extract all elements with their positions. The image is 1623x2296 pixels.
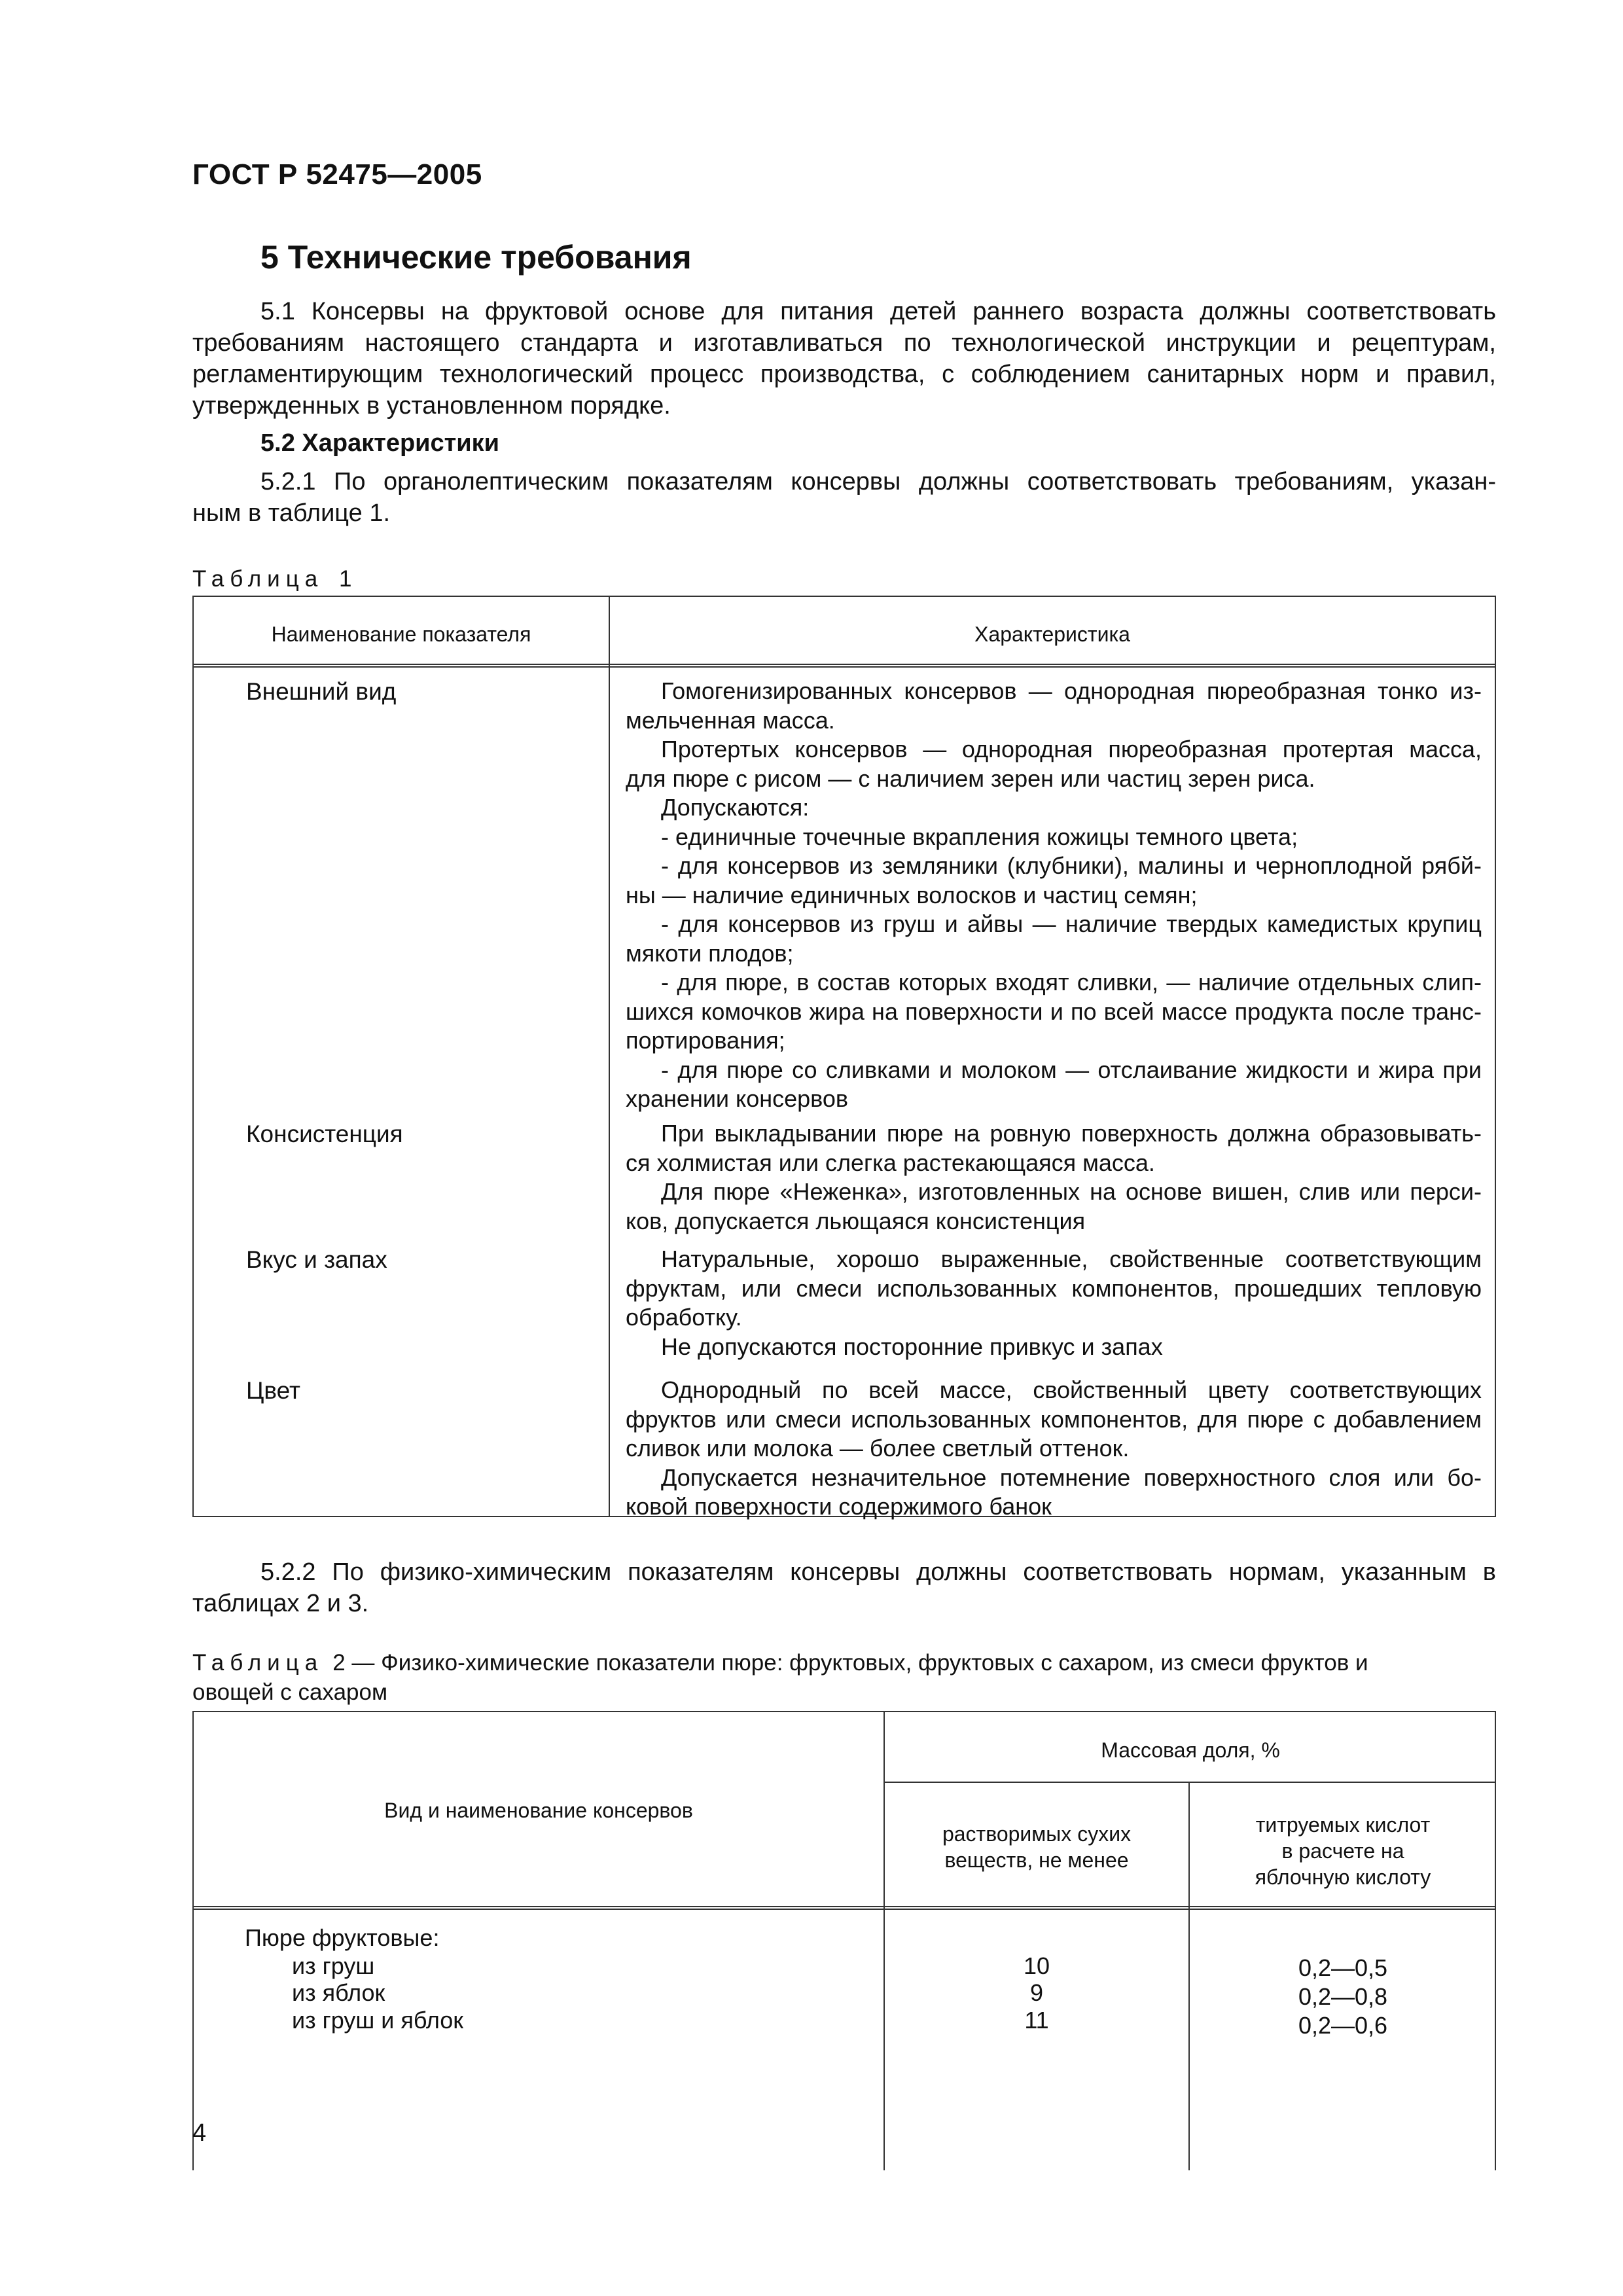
table-row-text: Натуральные, хорошо выраженные, свойственные соответствующим фруктам, или смеси использованных компонентов, прошедших тепловую обработку. Не допускаются посторонние привкус и запах [626,1246,1482,1360]
table2-group-label: Пюре фруктовые: [245,1924,440,1951]
text-line: ным в таблице 1. [192,499,391,527]
table-cell-acids: 0,2—0,5 [1298,1954,1388,1981]
table-cell-acids: 0,2—0,6 [1298,2012,1388,2039]
table1-caption: Таблица 1 [192,566,352,592]
table1-col-name: Наименование показателя [271,622,531,646]
table2-col-name: Вид и наименование консервов [384,1799,693,1822]
paragraph-5-1 [192,296,1496,422]
text-line: таблицах 2 и 3. [192,1590,369,1617]
table2-col-group: Массовая доля, % [1101,1738,1280,1762]
table-row-name: Цвет [246,1377,300,1404]
subsection-title: 5.2 Характеристики [260,429,500,457]
table2-col-solids: растворимых сухих веществ, не менее [942,1822,1132,1872]
table2-group-rule [883,1782,1496,1783]
text-line: утвержденных в установленном порядке. [192,392,671,420]
table2-divider [883,1711,885,2170]
page-number: 4 [192,2119,207,2147]
table2-caption: Таблица 2 — Физико-химические показатели пюре: фруктовых, фруктовых с сахаром, из смеси фруктов и овощей с сахаром [192,1650,1368,1705]
table1-header-rule [192,664,1496,668]
table1-divider [609,596,610,1517]
section-title: 5 Технические требования [260,239,692,276]
table-cell-acids: 0,2—0,8 [1298,1983,1388,2010]
table-row-name: из яблок [292,1979,385,2006]
table-row-name: Вкус и запах [246,1246,387,1273]
text-line: 5.1 Консервы на фруктовой основе для питания детей раннего возраста должны соответствовать [260,298,1496,325]
table-row-text: Гомогенизированных консервов — однородная пюреобразная тонко из- мельченная масса. Протертых консервов — однородная пюреобразная протертая масса, для пюре с рисом — с наличием зерен или частиц зерен риса. Допускаются: - единичные точечные вкрапления кожицы темного цвета; - для консервов из земляники (клубники), малины и черноплодной рябй- ны — наличие единичных волосков и частиц семян; - для консервов из груш и айвы — наличие твердых камедистых крупиц мякоти плодов; - для пюре, в состав которых входят сливки, — наличие отдельных слип- шихся комочков жира на поверхности и по всей массе продукта после транс- портирования; - для пюре со сливками и молоком — отслаивание жидкости и жира при хранении консервов [626,677,1482,1112]
text-line: 5.2.2 По физико-химическим показателям консервы должны соответствовать нормам, указанным в [260,1558,1496,1586]
table-row-name: Внешний вид [246,678,397,705]
table-row-name: Консистенция [246,1121,403,1147]
text-line: требованиям настоящего стандарта и изготавливаться по технологической инструкции и рецептурам, [192,329,1496,357]
table-cell-solids: 9 [1029,1979,1044,2006]
table-cell-solids: 10 [1023,1952,1050,1979]
table1-col-characteristic: Характеристика [974,622,1130,646]
table-row-text: При выкладывании пюре на ровную поверхность должна образовывать- ся холмистая или слегка растекающаяся масса. Для пюре «Неженка», изготовленных на основе вишен, слив или перси- ков, допускается льющаяся консистенция [626,1120,1482,1234]
paragraph-5-2-1 [192,466,1496,529]
paragraph-5-2-2 [192,1556,1496,1619]
document-code: ГОСТ Р 52475—2005 [192,158,482,190]
text-line: 5.2.1 По органолептическим показателям консервы должны соответствовать требованиям, указан- [260,468,1496,495]
text-line: регламентирующим технологический процесс производства, с соблюдением санитарных норм и правил, [192,361,1496,388]
table2-col-acids: титруемых кислот в расчете на яблочную кислоту [1255,1813,1431,1889]
table-row-name: из груш и яблок [292,2007,464,2034]
table2-header-rule [192,1906,1496,1910]
table-row-text: Однородный по всей массе, свойственный цвету соответствующих фруктов или смеси использованных компонентов, для пюре с добавлением сливок или молока — более светлый оттенок. Допускается незначительное потемнение поверхностного слоя или бо- ковой поверхности содержимого банок [626,1376,1482,1520]
table-cell-solids: 11 [1024,2007,1049,2034]
table-row-name: из груш [292,1952,375,1979]
